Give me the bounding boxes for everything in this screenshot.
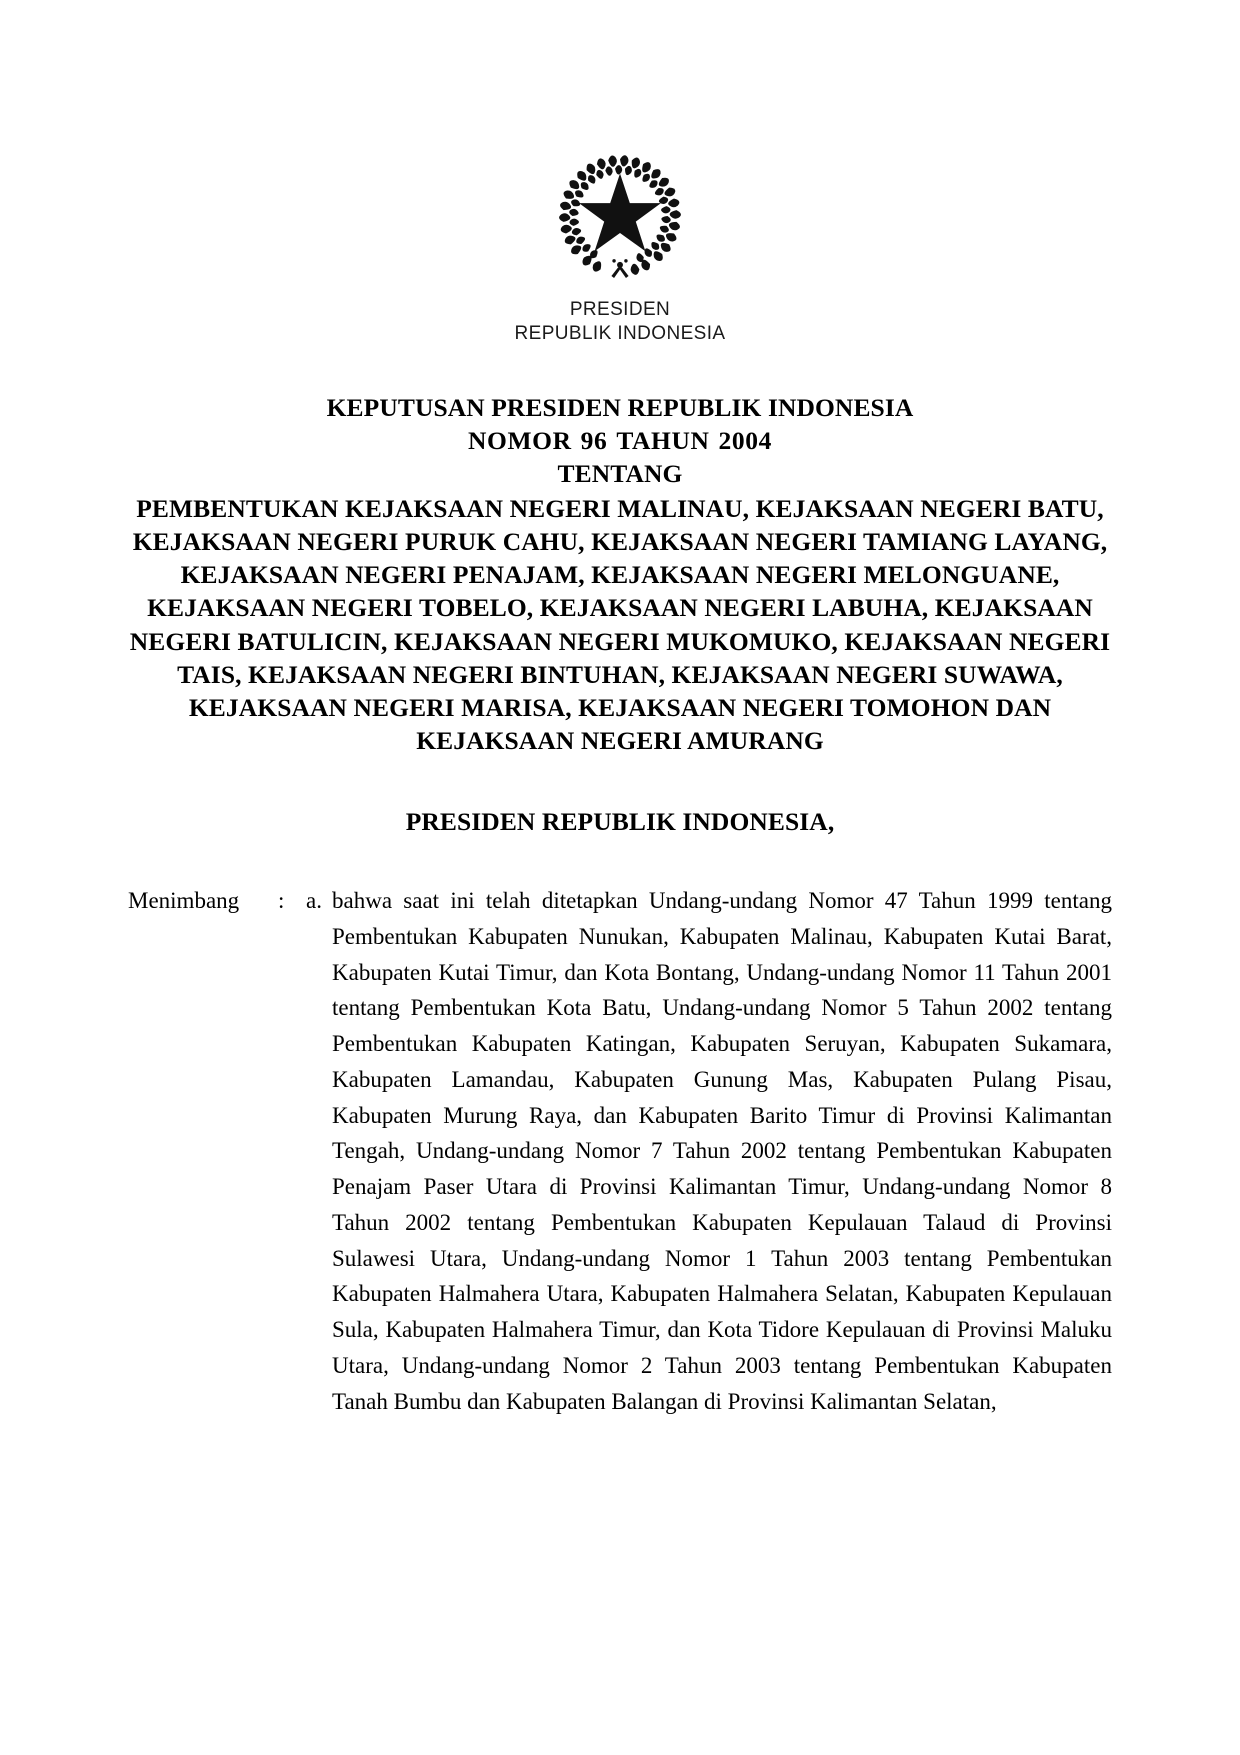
tahun-label: TAHUN [616,425,710,455]
consideration-item-marker: a. [306,888,322,914]
star-in-laurel-wreath-emblem [554,150,686,282]
document-subject: PEMBENTUKAN KEJAKSAAN NEGERI MALINAU, KEJAKSAAN NEGERI BATU, KEJAKSAAN NEGERI PURUK CAHU, KEJAKSAAN NEGERI TAMIANG LAYANG, KEJAKSAAN NEGERI PENAJAM, KEJAKSAAN NEGERI MELONGUANE, KEJAKSAAN NEGERI TOBELO, KEJAKSAAN NEGERI LABUHA, KEJAKSAAN NEGERI BATULICIN, KEJAKSAAN NEGERI MUKOMUKO, KEJAKSAAN NEGERI TAIS, KEJAKSAAN NEGERI BINTUHAN, KEJAKSAAN NEGERI SUWAWA, KEJAKSAAN NEGERI MARISA, KEJAKSAAN NEGERI TOMOHON DAN KEJAKSAAN NEGERI AMURANG [129,494,1111,756]
considerations-body [306,883,1112,1419]
document-number-line [128,424,1112,457]
emblem-container [128,0,1112,282]
considerations-colon: : [278,888,285,914]
institution-header-line-2: REPUBLIK INDONESIA [514,323,726,345]
institution-header [128,298,1112,347]
consideration-item [306,883,1112,1419]
institution-header-line-1: PRESIDEN [569,299,671,320]
nomor-label: NOMOR [468,425,572,455]
document-title-block [128,391,1112,758]
considerations-clause [128,883,1112,1419]
document-title-heading: KEPUTUSAN PRESIDEN REPUBLIK INDONESIA [326,392,914,422]
consideration-item-text: bahwa saat ini telah ditetapkan Undang-undang Nomor 47 Tahun 1999 tentang Pembentukan Kabupaten Nunukan, Kabupaten Malinau, Kabupaten Kutai Barat, Kabupaten Kutai Timur, dan Kota Bontang, Undang-undang Nomor 11 Tahun 2001 tentang Pembentukan Kota Batu, Undang-undang Nomor 5 Tahun 2002 tentang Pembentukan Kabupaten Katingan, Kabupaten Seruyan, Kabupaten Sukamara, Kabupaten Lamandau, Kabupaten Gunung Mas, Kabupaten Pulang Pisau, Kabupaten Murung Raya, dan Kabupaten Barito Timur di Provinsi Kalimantan Tengah, Undang-undang Nomor 7 Tahun 2002 tentang Pembentukan Kabupaten Penajam Paser Utara di Provinsi Kalimantan Timur, Undang-undang Nomor 8 Tahun 2002 tentang Pembentukan Kabupaten Kepulauan Talaud di Provinsi Sulawesi Utara, Undang-undang Nomor 1 Tahun 2003 tentang Pembentukan Kabupaten Halmahera Utara, Kabupaten Halmahera Selatan, Kabupaten Kepulauan Sula, Kabupaten Halmahera Timur, dan Kota Tidore Kepulauan di Provinsi Maluku Utara, Undang-undang Nomor 2 Tahun 2003 tentang Pembentukan Kabupaten Tanah Bumbu dan Kabupaten Balangan di Provinsi Kalimantan Selatan, [332,888,1112,1414]
considerations-label: Menimbang [128,888,240,914]
nomor-value: 96 [580,425,608,455]
considerations-section [128,883,1112,1419]
tahun-value: 2004 [718,425,772,455]
tentang-label: TENTANG [557,458,683,488]
salutation: PRESIDEN REPUBLIK INDONESIA, [405,807,835,837]
